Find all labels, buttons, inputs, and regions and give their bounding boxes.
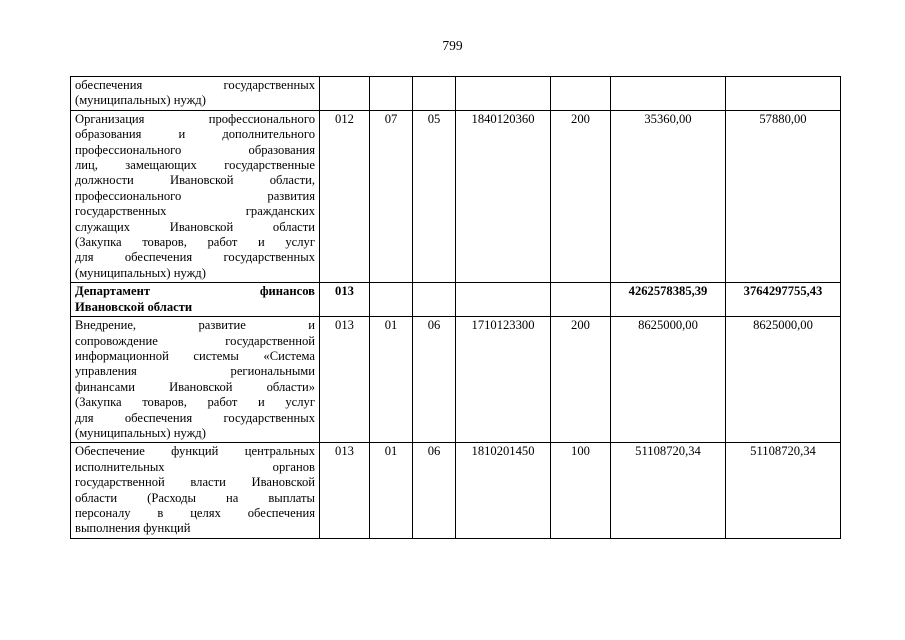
item-name-line: (муниципальных) нужд) xyxy=(75,93,206,108)
amount-cell-year-1: 51108720,34 xyxy=(611,443,726,538)
expense-type-cell: 200 xyxy=(551,317,611,443)
item-name-line: Обеспечение функций центральных xyxy=(75,444,315,459)
subsection-code-cell: 06 xyxy=(413,443,456,538)
ministry-code-cell: 013 xyxy=(320,443,370,538)
subsection-code-cell xyxy=(413,283,456,317)
amount-cell-year-1: 8625000,00 xyxy=(611,317,726,443)
section-code-cell: 01 xyxy=(370,443,413,538)
target-article-cell: 1710123300 xyxy=(456,317,551,443)
item-name-line: (Закупка товаров, работ и услуг xyxy=(75,235,315,250)
item-name-line: выполнения функций xyxy=(75,521,191,536)
table-row xyxy=(71,443,841,538)
ministry-code-cell: 012 xyxy=(320,110,370,282)
item-name-cell xyxy=(71,317,320,443)
item-name-line: для обеспечения государственных xyxy=(75,250,315,265)
item-name-line: Организация профессионального xyxy=(75,111,315,126)
section-code-cell: 07 xyxy=(370,110,413,282)
amount-cell-year-1 xyxy=(611,77,726,111)
expense-type-cell xyxy=(551,77,611,111)
item-name-cell xyxy=(71,110,320,282)
item-name-line: образования и дополнительного xyxy=(75,127,315,142)
section-code-cell: 01 xyxy=(370,317,413,443)
item-name-line: финансами Ивановской области» xyxy=(75,379,315,394)
item-name-line: Департамент финансов xyxy=(75,284,315,299)
item-name-line: Внедрение, развитие и xyxy=(75,318,315,333)
item-name-line: государственной власти Ивановской xyxy=(75,475,315,490)
item-name-line: государственных гражданских xyxy=(75,204,315,219)
target-article-cell: 1810201450 xyxy=(456,443,551,538)
item-name-cell xyxy=(71,443,320,538)
item-name-line: (муниципальных) нужд) xyxy=(75,265,206,280)
item-name-line: информационной системы «Система xyxy=(75,348,315,363)
amount-cell-year-1: 4262578385,39 xyxy=(611,283,726,317)
item-name-line: Ивановской области xyxy=(75,299,193,314)
item-name-line: (муниципальных) нужд) xyxy=(75,425,206,440)
item-name-line: профессионального образования xyxy=(75,142,315,157)
subsection-code-cell: 06 xyxy=(413,317,456,443)
item-name-cell xyxy=(71,77,320,111)
expense-type-cell: 200 xyxy=(551,110,611,282)
item-name-line: профессионального развития xyxy=(75,188,315,203)
item-name-line: (Закупка товаров, работ и услуг xyxy=(75,395,315,410)
amount-cell-year-2: 8625000,00 xyxy=(726,317,841,443)
amount-cell-year-1: 35360,00 xyxy=(611,110,726,282)
item-name-line: персоналу в целях обеспечения xyxy=(75,505,315,520)
table-row xyxy=(71,77,841,111)
item-name-line: должности Ивановской области, xyxy=(75,173,315,188)
amount-cell-year-2: 3764297755,43 xyxy=(726,283,841,317)
item-name-line: для обеспечения государственных xyxy=(75,410,315,425)
subsection-code-cell: 05 xyxy=(413,110,456,282)
target-article-cell xyxy=(456,283,551,317)
budget-table xyxy=(70,76,841,539)
item-name-line: управления региональными xyxy=(75,364,315,379)
expense-type-cell: 100 xyxy=(551,443,611,538)
item-name-line: лиц, замещающих государственные xyxy=(75,158,315,173)
table-row xyxy=(71,317,841,443)
amount-cell-year-2: 51108720,34 xyxy=(726,443,841,538)
amount-cell-year-2 xyxy=(726,77,841,111)
amount-cell-year-2: 57880,00 xyxy=(726,110,841,282)
subsection-code-cell xyxy=(413,77,456,111)
page-number: 799 xyxy=(442,38,463,53)
ministry-code-cell: 013 xyxy=(320,283,370,317)
item-name-line: исполнительных органов xyxy=(75,459,315,474)
section-code-cell xyxy=(370,283,413,317)
ministry-code-cell: 013 xyxy=(320,317,370,443)
item-name-line: сопровождение государственной xyxy=(75,333,315,348)
item-name-line: обеспечения государственных xyxy=(75,78,315,92)
table-row xyxy=(71,283,841,317)
item-name-line: области (Расходы на выплаты xyxy=(75,490,315,505)
target-article-cell xyxy=(456,77,551,111)
ministry-code-cell xyxy=(320,77,370,111)
table-row xyxy=(71,110,841,282)
expense-type-cell xyxy=(551,283,611,317)
item-name-line: служащих Ивановской области xyxy=(75,219,315,234)
target-article-cell: 1840120360 xyxy=(456,110,551,282)
item-name-cell xyxy=(71,283,320,317)
table-body xyxy=(71,77,841,539)
section-code-cell xyxy=(370,77,413,111)
